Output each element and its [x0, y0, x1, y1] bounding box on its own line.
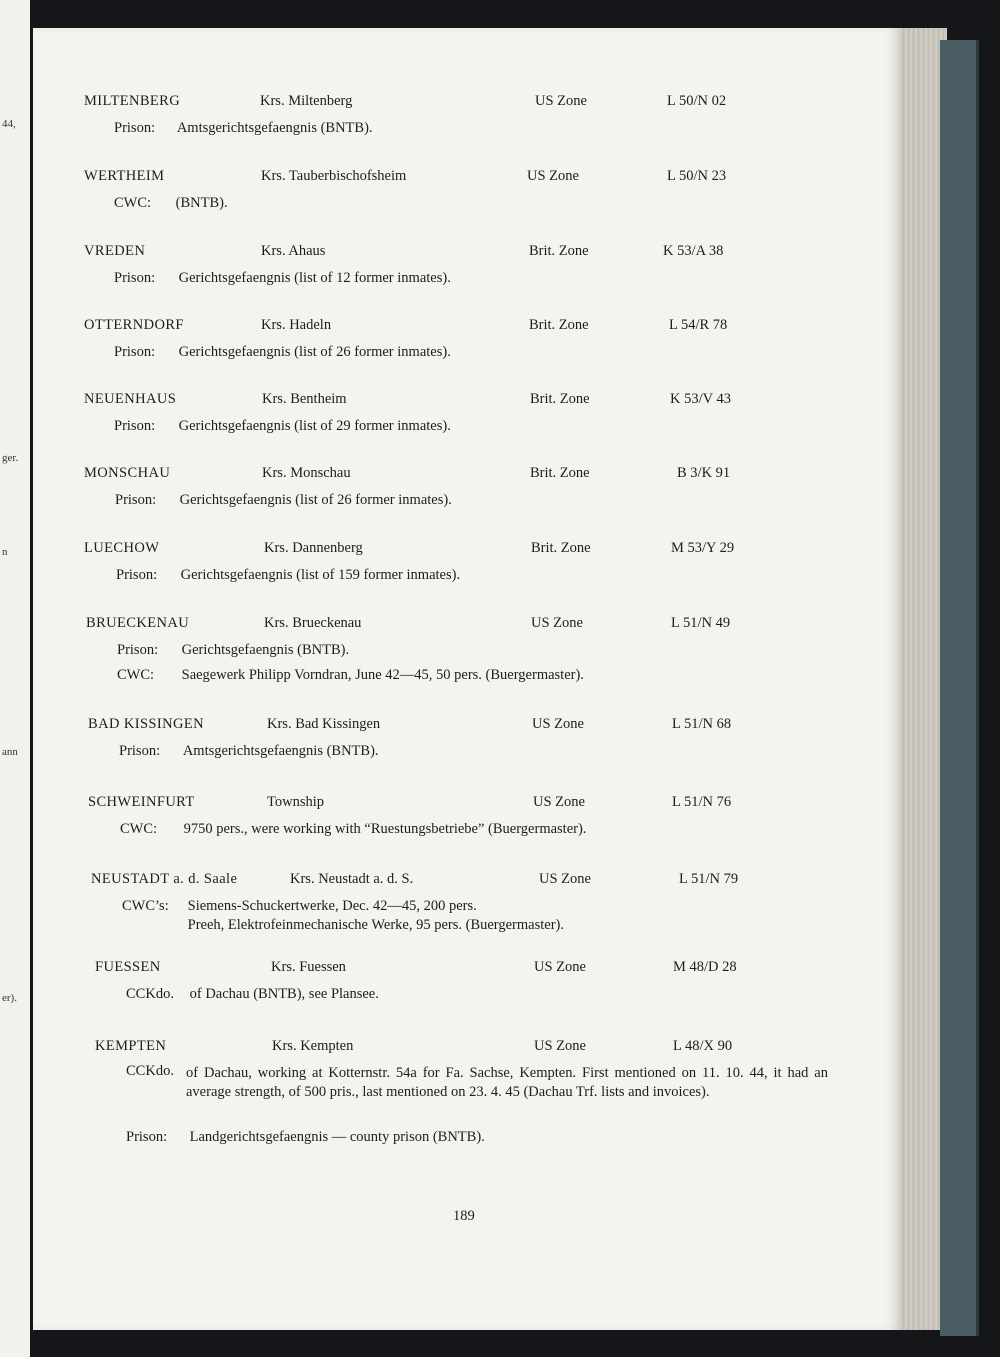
- place-name: NEUSTADT a. d. Saale: [91, 871, 238, 887]
- line-text: Gerichtsgefaengnis (list of 29 former inmates).: [178, 418, 451, 434]
- grid-reference: L 48/X 90: [673, 1038, 733, 1054]
- zone: Brit. Zone: [529, 317, 589, 333]
- margin-fragment: ann: [2, 746, 18, 758]
- line-label: Prison:: [117, 642, 159, 658]
- zone: US Zone: [534, 959, 586, 975]
- line-label: Prison:: [115, 492, 157, 508]
- line-label: Prison:: [116, 567, 158, 583]
- place-name: MILTENBERG: [84, 93, 181, 109]
- district: Krs. Kempten: [272, 1038, 354, 1054]
- entry-schweinfurt: [33, 794, 893, 839]
- district: Krs. Hadeln: [261, 317, 332, 333]
- line-label: CWC:: [114, 195, 152, 211]
- grid-reference: L 51/N 68: [672, 716, 732, 732]
- zone: US Zone: [527, 168, 579, 184]
- entry-neustadt: [33, 871, 893, 935]
- entry-monschau: [33, 465, 893, 510]
- book-cover: [940, 40, 979, 1336]
- page-number: 189: [453, 1208, 475, 1224]
- place-name: LUECHOW: [84, 540, 160, 556]
- line-label: Prison:: [114, 344, 156, 360]
- line-text: Gerichtsgefaengnis (list of 26 former inmates).: [179, 492, 452, 508]
- grid-reference: L 51/N 49: [671, 615, 731, 631]
- entry-miltenberg: [33, 93, 893, 138]
- district: Krs. Monschau: [262, 465, 351, 481]
- district: Krs. Fuessen: [271, 959, 346, 975]
- line-text: Amtsgerichtsgefaengnis (BNTB).: [182, 743, 379, 759]
- line-label: CCKdo.: [126, 986, 174, 1002]
- line-label: Prison:: [126, 1129, 168, 1145]
- grid-reference: L 51/N 79: [679, 871, 739, 887]
- line-text: 9750 pers., were working with “Ruestungsbetriebe” (Buergermaster).: [183, 821, 587, 837]
- entry-fuessen: [33, 959, 893, 1004]
- line-label: Prison:: [114, 120, 156, 136]
- place-name: KEMPTEN: [95, 1038, 167, 1054]
- district: Township: [267, 794, 324, 810]
- place-name: NEUENHAUS: [84, 391, 177, 407]
- district: Krs. Bad Kissingen: [267, 716, 381, 732]
- zone: Brit. Zone: [530, 391, 590, 407]
- entry-bad-kissingen: [33, 716, 893, 761]
- line-text: of Dachau, working at Kotternstr. 54a for Fa. Sachse, Kempten. First mentioned on 11. 10. 44, it had an average strength, of 500 pris., last mentioned on 23. 4. 45 (Dachau Trf. lists and invoices).: [186, 1065, 828, 1100]
- place-name: SCHWEINFURT: [88, 794, 195, 810]
- place-name: VREDEN: [84, 243, 146, 259]
- previous-page-margin: [0, 0, 30, 1357]
- district: Krs. Miltenberg: [260, 93, 353, 109]
- line-label: CWC:: [117, 667, 155, 683]
- place-name: BAD KISSINGEN: [88, 716, 204, 732]
- place-name: MONSCHAU: [84, 465, 171, 481]
- district: Krs. Dannenberg: [264, 540, 363, 556]
- grid-reference: L 50/N 02: [667, 93, 727, 109]
- zone: US Zone: [539, 871, 591, 887]
- grid-reference: M 53/Y 29: [671, 540, 735, 556]
- zone: US Zone: [532, 716, 584, 732]
- district: Krs. Neustadt a. d. S.: [290, 871, 414, 887]
- zone: Brit. Zone: [529, 243, 589, 259]
- zone: US Zone: [531, 615, 583, 631]
- margin-fragment: ger.: [2, 452, 19, 464]
- entry-vreden: [33, 243, 893, 288]
- line-text: (BNTB).: [175, 195, 228, 211]
- line-text: of Dachau (BNTB), see Plansee.: [189, 986, 379, 1002]
- line-text: Gerichtsgefaengnis (list of 26 former inmates).: [178, 344, 451, 360]
- place-name: WERTHEIM: [84, 168, 165, 184]
- district: Krs. Bentheim: [262, 391, 347, 407]
- place-name: OTTERNDORF: [84, 317, 184, 333]
- zone: Brit. Zone: [531, 540, 591, 556]
- district: Krs. Brueckenau: [264, 615, 362, 631]
- line-label: CCKdo.: [126, 1063, 174, 1079]
- line-text: Saegewerk Philipp Vorndran, June 42—45, 50 pers. (Buergermaster).: [181, 667, 584, 683]
- grid-reference: K 53/V 43: [670, 391, 731, 407]
- place-name: BRUECKENAU: [86, 615, 190, 631]
- line-text: Gerichtsgefaengnis (BNTB).: [181, 642, 350, 658]
- line-label: Prison:: [114, 270, 156, 286]
- entry-neuenhaus: [33, 391, 893, 436]
- grid-reference: K 53/A 38: [663, 243, 724, 259]
- line-label: Prison:: [114, 418, 156, 434]
- margin-fragment: 44,: [2, 118, 16, 130]
- grid-reference: L 51/N 76: [672, 794, 732, 810]
- entry-otterndorf: [33, 317, 893, 362]
- district: Krs. Ahaus: [261, 243, 326, 259]
- zone: Brit. Zone: [530, 465, 590, 481]
- grid-reference: L 50/N 23: [667, 168, 727, 184]
- line-label: CWC:: [120, 821, 158, 837]
- grid-reference: M 48/D 28: [673, 959, 737, 975]
- line-text: Gerichtsgefaengnis (list of 12 former inmates).: [178, 270, 451, 286]
- entry-brueckenau: [33, 615, 893, 685]
- book-page: [33, 28, 901, 1330]
- line-text: Amtsgerichtsgefaengnis (BNTB).: [176, 120, 373, 136]
- line-text: Siemens-Schuckertwerke, Dec. 42—45, 200 pers.: [187, 898, 477, 914]
- district: Krs. Tauberbischofsheim: [261, 168, 407, 184]
- entry-wertheim: [33, 168, 893, 213]
- place-name: FUESSEN: [95, 959, 161, 975]
- zone: US Zone: [534, 1038, 586, 1054]
- line-text: Landgerichtsgefaengnis — county prison (BNTB).: [189, 1129, 485, 1145]
- grid-reference: L 54/R 78: [669, 317, 728, 333]
- zone: US Zone: [535, 93, 587, 109]
- margin-fragment: n: [2, 546, 8, 558]
- margin-fragment: er).: [2, 992, 17, 1004]
- entry-kempten: [33, 1038, 893, 1147]
- entry-luechow: [33, 540, 893, 585]
- line-label: Prison:: [119, 743, 161, 759]
- grid-reference: B 3/K 91: [677, 465, 731, 481]
- line-text: Gerichtsgefaengnis (list of 159 former inmates).: [180, 567, 461, 583]
- line-label: CWC’s:: [122, 898, 169, 914]
- line-text: Preeh, Elektrofeinmechanische Werke, 95 pers. (Buergermaster).: [187, 917, 564, 933]
- zone: US Zone: [533, 794, 585, 810]
